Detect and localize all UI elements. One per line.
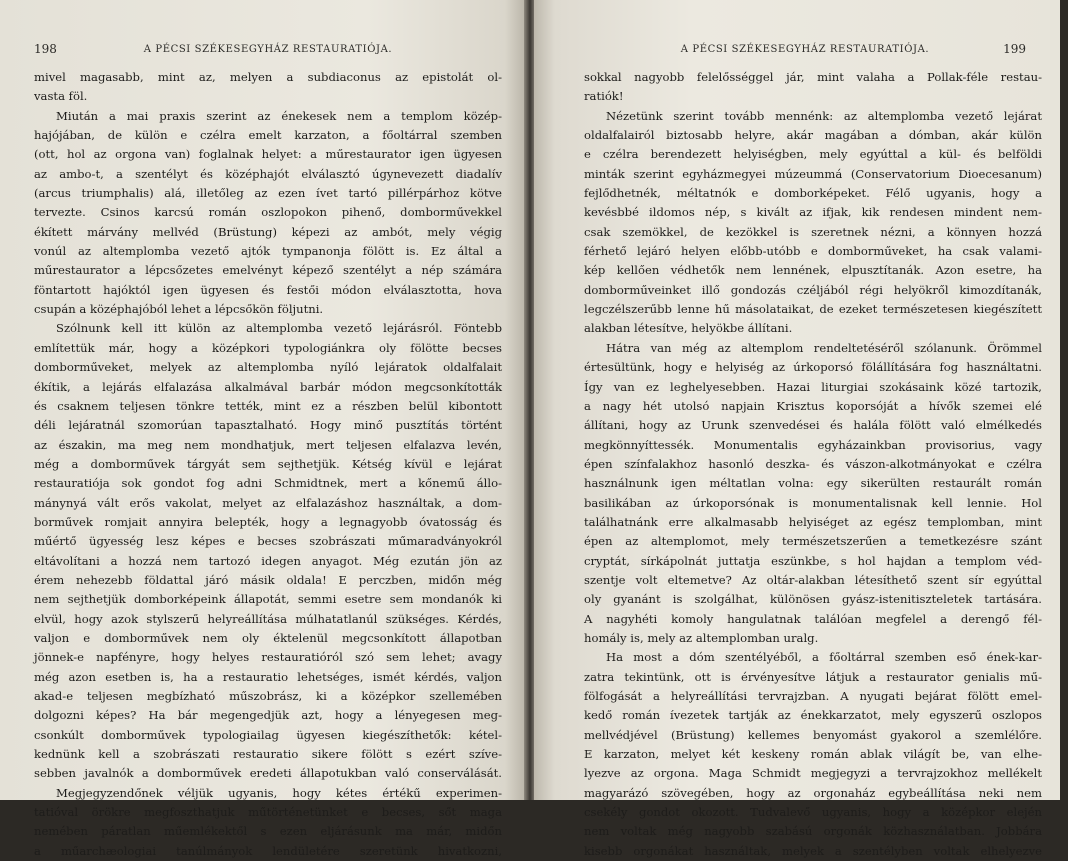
right-running-head xyxy=(584,44,1026,58)
text-line: az északin, ma meg nem mondhatjuk, mert teljesen elfalazva levén, xyxy=(34,437,502,452)
right-running-title: A PÉCSI SZÉKESEGYHÁZ RESTAURATIÓJA. xyxy=(680,44,930,55)
text-line: A nagyhéti komoly hangulatnak találóan megfelel a derengő fél- xyxy=(584,611,1042,626)
text-line: épen az altemplomot, mely természetszerűen a temetkezésre szánt xyxy=(584,534,1042,549)
text-line: nem voltak még nagyobb szabású orgonák közhasználatban. Jobbára xyxy=(584,824,1042,839)
text-line: állítani, hogy az Urunk szenvedései és halála fölött való elmélkedés xyxy=(584,418,1042,433)
text-line: alakban létesítve, helyökbe állítani. xyxy=(584,321,793,336)
text-line: homály is, mely az altemplomban uralg. xyxy=(584,630,819,645)
left-running-title: A PÉCSI SZÉKESEGYHÁZ RESTAURATIÓJA. xyxy=(143,44,393,55)
text-line: basilikában az úrkoporsónak is monumentalisnak kell lennie. Hol xyxy=(584,495,1042,510)
text-line: fejlődhetnék, méltatnók e domborképeket. Félő ugyanis, hogy a xyxy=(584,186,1042,201)
right-body-text xyxy=(584,68,1042,861)
text-line: E karzaton, melyet két keskeny román ablak világít be, van elhe- xyxy=(584,747,1042,762)
text-line: Hátra van még az altemplom rendeltetéséről szólanunk. Örömmel xyxy=(606,340,1042,355)
text-line: még a domborművek tárgyát sem sejthetjük. Kétség kívül e lejárat xyxy=(34,456,502,471)
text-line: valjon e domborművek nem oly éktelenül megcsonkított állapotban xyxy=(34,630,502,645)
text-line: és csaknem teljesen tönkre tették, mint ez a részben belül kibontott xyxy=(34,398,502,413)
text-line: legczélszerűbb lenne hű másolataikat, de ezeket természetesen kiegészített xyxy=(584,302,1042,317)
text-line: magyarázó szövegében, hogy az orgonaház egybeállítása neki nem xyxy=(584,785,1042,800)
text-line: (arcus triumphalis) alá, illetőleg az ezen ívet tartó pillérpárhoz kötve xyxy=(34,186,502,201)
text-line: nem sejthetjük domborképeink állapotát, semmi esetre sem mondanók ki xyxy=(34,592,502,607)
text-line: férhető lejáró helyen előbb-utóbb e domborműveket, ha csak valami- xyxy=(584,244,1042,259)
text-line: eltávolítani a hozzá nem tartozó idegen anyagot. Még ezután jön az xyxy=(34,553,502,568)
text-line: fölfogását a helyreállítási tervrajzban. A nyugati bejárat fölött emel- xyxy=(584,689,1042,703)
text-line: e czélra berendezett helyiségben, mely egyúttal a kül- és belföldi xyxy=(584,147,1042,162)
text-line: csekély gondot okozott. Tudvalevő ugyanis, hogy a középkor elején xyxy=(584,805,1042,820)
text-line: kedő román ívezetek tartják az énekkarzatot, mely egyszerű oszlopos xyxy=(584,708,1042,723)
text-line: a nagy hét utolsó napjain Krisztus koporsóját a hívők szemei elé xyxy=(584,398,1042,413)
text-line: találhatnánk erre alkalmasabb helyiséget az egész templomban, mint xyxy=(584,514,1042,529)
text-line: csupán a középhajóból lehet a lépcsőkön följutni. xyxy=(34,302,324,317)
text-line: nemében páratlan műemlékektől s ezen eljárásunk ma már, midőn xyxy=(34,824,502,839)
text-line: érem nehezebb földattal járó másik oldala! E perczben, midőn még xyxy=(34,572,502,587)
text-line: sebben javalnók a domborművek eredeti állapotukban való conserválását. xyxy=(34,766,502,781)
text-line: sokkal nagyobb felelősséggel jár, mint valaha a Pollak-féle restau- xyxy=(584,70,1042,84)
text-line: domborműveket, melyek az altemplomba nyíló lejáratok oldalfalait xyxy=(34,360,502,375)
text-line: értesültünk, hogy e helyiség az úrkoporsó fölállítására fog használtatni. xyxy=(584,360,1042,375)
text-line: zatra tekintünk, ott is érvényesítve látjuk a restaurator genialis mű- xyxy=(584,669,1042,684)
text-line: jönnek-e napfényre, hogy helyes restauratióról szó sem lehet; avagy xyxy=(34,650,502,665)
text-line: mánynyá vált erős vakolat, melyet az elfalazáshoz használtak, a dom- xyxy=(34,495,502,510)
text-line: csak szemökkel, de kezökkel is szeretnek nézni, a könnyen hozzá xyxy=(584,224,1042,239)
text-line: Ha most a dóm szentélyéből, a főoltárral szemben eső ének-kar- xyxy=(606,650,1042,665)
right-page xyxy=(534,0,1060,858)
text-line: épen színfalakhoz hasonló deszka- és vászon-alkotmányokat e czélra xyxy=(584,456,1042,471)
text-line: szentje volt eltemetve? Az oltár-alakban létesíthető szent sír egyúttal xyxy=(584,572,1042,587)
text-line: akad-e teljesen megbízható műszobrász, ki a középkor szellemében xyxy=(34,689,502,703)
text-line: Megjegyzendőnek véljük ugyanis, hogy kétes értékű experimen- xyxy=(56,785,502,800)
text-line: cryptát, sírkápolnát juttatja eszünkbe, s hol hajdan a templom véd- xyxy=(584,553,1042,568)
text-line: Így van ez leghelyesebben. Hazai liturgiai szokásaink közé tartozik, xyxy=(584,379,1042,394)
text-line: említettük már, hogy a középkori typologiánkra oly fölötte becses xyxy=(34,340,502,355)
text-line: borművek romjait annyira belepték, hogy a legnagyobb óvatosság és xyxy=(34,514,502,529)
text-line: hajójában, de külön e czélra emelt karzaton, a főoltárral szemben xyxy=(34,128,502,143)
text-line: dolgozni képes? Ha bár megengedjük azt, hogy a lényegesen meg- xyxy=(34,708,502,723)
text-line: mellvédjével (Brüstung) kellemes benyomást gyakorol a szemlélőre. xyxy=(584,727,1042,742)
text-line: föntartott hajóktól igen ügyesen és festői módon elválasztotta, hova xyxy=(34,282,502,297)
text-line: (ott, hol az orgona van) foglalnak helyet: a műrestaurator igen ügyesen xyxy=(34,147,502,162)
text-line: lyezve az orgona. Maga Schmidt megjegyzi a tervrajzokhoz mellékelt xyxy=(584,766,1042,781)
text-line: tervezte. Csinos karcsú román oszlopokon pihenő, domborművekkel xyxy=(34,205,502,220)
text-line: kisebb orgonákat használtak, melyek a szentélyben voltak elhelyezve xyxy=(584,843,1042,858)
text-line: Szólnunk kell itt külön az altemplomba vezető lejárásról. Föntebb xyxy=(56,321,502,336)
text-line: a műarchæologiai tanúlmányok lendületére szeretünk hivatkozni, xyxy=(34,843,502,858)
left-running-head xyxy=(34,44,502,58)
text-line: ékítik, a lejárás elfalazása alkalmával barbár módon megcsonkították xyxy=(34,379,502,394)
right-page-number: 199 xyxy=(1003,42,1026,56)
text-line: műrestaurator a lépcsőzetes emelvényt képező szentélyt a nép számára xyxy=(34,263,502,278)
text-line: kevésbbé ildomos nép, s kivált az ifjak, kik rendesen mindent nem- xyxy=(584,205,1042,220)
text-line: vasta föl. xyxy=(34,89,88,104)
text-line: tatióval örökre megfoszthatjuk műtörténetünket e becses, sőt maga xyxy=(34,805,502,820)
text-line: kép kellően védhetők nem lennének, elpusztítanák. Azon esetre, ha xyxy=(584,263,1042,278)
left-body-text xyxy=(34,68,502,861)
left-page-number: 198 xyxy=(34,42,57,56)
text-line: mivel magasabb, mint az, melyen a subdiaconus az epistolát ol- xyxy=(34,70,502,84)
text-line: ratiók! xyxy=(584,89,624,104)
text-line: ékített márvány mellvéd (Brüstung) képezi az ambót, mely végig xyxy=(34,224,502,239)
text-line: kednünk kell a szobrászati restauratio sikere fölött s ezért szíve- xyxy=(34,747,502,762)
text-line: megkönnyíttessék. Monumentalis egyházainkban provisorius, vagy xyxy=(584,437,1042,452)
text-line: domborműveinket illő gondozás czéljából régi helyökről kimozdítanák, xyxy=(584,282,1042,297)
text-line: Nézetünk szerint tovább mennénk: az altemplomba vezető lejárat xyxy=(606,108,1042,123)
text-line: oldalfalairól biztosabb helyre, akár magában a dómban, akár külön xyxy=(584,128,1042,143)
text-line: oly gyanánt is szolgálhat, különösen gyász-istenitiszteletek tartására. xyxy=(584,592,1042,607)
text-line: használnunk igen méltatlan volna: egy sikerülten restaurált román xyxy=(584,476,1042,491)
text-line: műértő ügyesség lesz képes e becses szobrászati műmaradványokról xyxy=(34,534,502,549)
text-line: déli lejáratnál szomorúan tapasztalható. Hogy minő pusztítás történt xyxy=(34,418,502,433)
text-line: csonkúlt domborművek typologiailag ügyesen kiegészíthetők: kétel- xyxy=(34,727,502,742)
text-line: Miután a mai praxis szerint az énekesek nem a templom közép- xyxy=(56,108,502,123)
text-line: elvül, hogy azok stylszerű helyreállítása múlhatatlanúl szükséges. Kérdés, xyxy=(34,611,502,626)
text-line: vonúl az altemplomba vezető ajtók tympanonja fölött is. Ez által a xyxy=(34,244,502,259)
text-line: minták szerint egyházmegyei múzeummá (Conservatorium Dioecesanum) xyxy=(584,166,1042,181)
text-line: az ambo-t, a szentélyt és középhajót elválasztó úgynevezett diadalív xyxy=(34,166,502,181)
text-line: restauratiója sok gondot fog adni Schmidtnek, mert a kőnemű állo- xyxy=(34,476,502,491)
text-line: még azon esetben is, ha a restauratio lehetséges, ismét kérdés, valjon xyxy=(34,669,502,684)
left-page xyxy=(0,0,526,858)
